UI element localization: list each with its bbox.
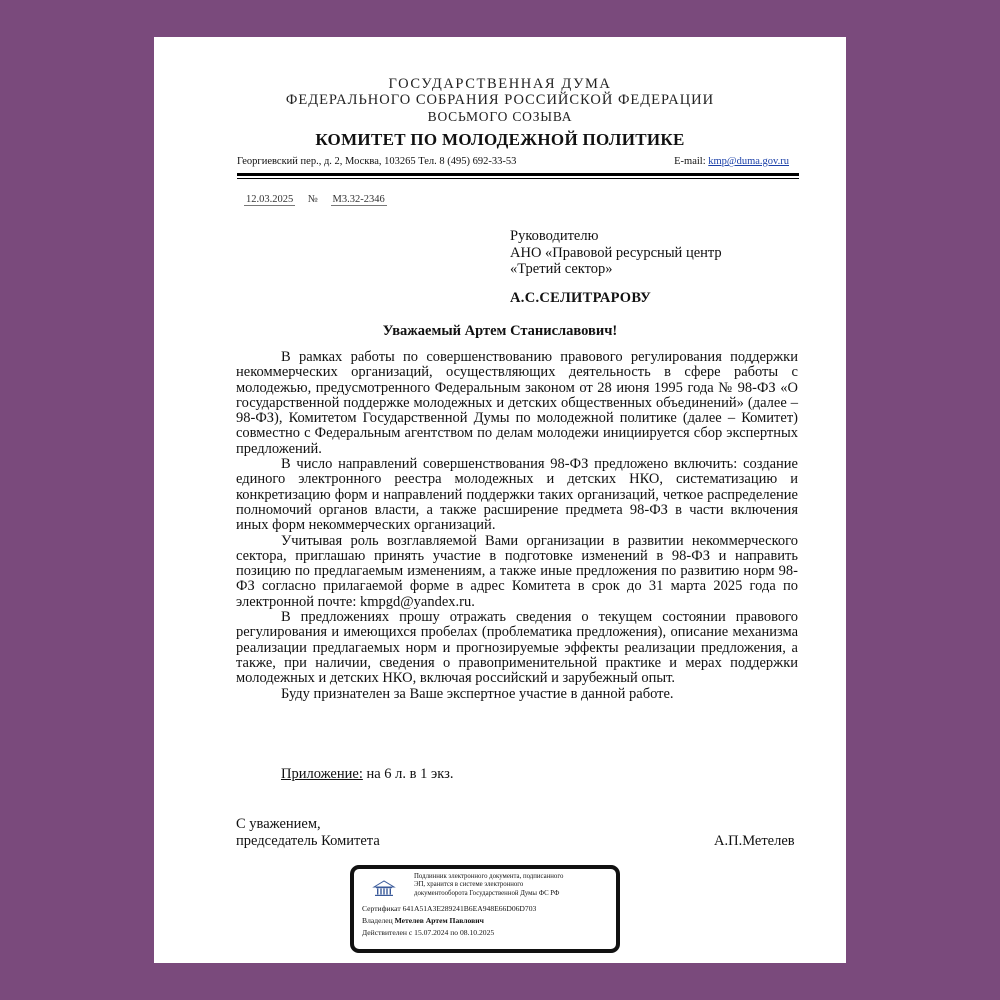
letter-body <box>236 350 798 702</box>
attachment-label: Приложение: <box>281 766 363 782</box>
email-link[interactable]: kmp@duma.gov.ru <box>708 156 789 167</box>
owner-value: Метелев Артем Павлович <box>394 916 484 926</box>
registration-line <box>244 194 387 206</box>
addressee-line-2: АНО «Правовой ресурсный центр <box>510 244 722 261</box>
recipient-name: А.С.СЕЛИТРАРОВУ <box>510 290 652 306</box>
attachment-text: на 6 л. в 1 экз. <box>362 766 454 782</box>
certificate-label: Сертификат <box>362 904 401 914</box>
letter-page <box>154 37 846 963</box>
signature-position: председатель Комитета <box>236 833 380 849</box>
letterhead-address: Георгиевский пер., д. 2, Москва, 103265 Тел. 8 (495) 692-33-53 <box>237 156 517 167</box>
stamp-note-line-1: Подлинник электронного документа, подписанного <box>414 873 564 880</box>
addressee-block <box>510 228 722 278</box>
electronic-signature-stamp <box>350 865 620 953</box>
greeting: Уважаемый Артем Станиславович! <box>382 323 618 339</box>
letterhead-email <box>674 156 789 167</box>
body-paragraph-1: В рамках работы по совершенствованию правового регулирования поддержки некоммерческих организаций, осуществляющих деятельность в сфере работы с молодежью, предусмотренного Федеральным законом от 28 июня 1995 года № 98-ФЗ «О государственной поддержке молодежных и детских общественных объединений» (далее – 98-ФЗ), Комитетом Государственной Думы по молодежной политике (далее – Комитет) совместно с Федеральным агентством по делам молодежи инициируется сбор экспертных предложений. <box>236 349 798 457</box>
valid-from: 15.07.2024 <box>414 928 449 938</box>
stamp-note-line-3: документооборота Государственной Думы ФС РФ <box>414 889 560 897</box>
stamp-owner <box>362 916 608 925</box>
body-paragraph-4: В предложениях прошу отражать сведения о текущем состоянии правового регулирования и имеющихся пробелах (проблематика предложения), описание механизма реализации предлагаемых норм и прогнозируемые эффекты реализации предложения, а также, при наличии, сведения о правоприменительной практике и мерах поддержки молодежных и детских НКО, включая российский и зарубежный опыт. <box>236 609 798 687</box>
committee-name: КОМИТЕТ ПО МОЛОДЕЖНОЙ ПОЛИТИКЕ <box>315 130 685 149</box>
body-paragraph-2: В число направлений совершенствования 98-ФЗ предложено включить: создание единого электронного реестра молодежных и детских НКО, систематизацию и конкретизацию форм и направлений поддержки таких организаций, четкое распределение полномочий органов власти, а также расширение предмета 98-ФЗ в части включения иных форм некоммерческих организаций. <box>236 456 798 534</box>
valid-label: Действителен с <box>362 928 413 938</box>
stamp-note <box>414 873 563 898</box>
owner-label: Владелец <box>362 916 393 926</box>
signature-closing: С уважением, <box>236 816 321 832</box>
signer-name: А.П.Метелев <box>714 833 795 849</box>
duma-emblem-icon <box>372 879 396 897</box>
letterhead-rule-thick <box>237 173 799 176</box>
letterhead-line-1: ГОСУДАРСТВЕННАЯ ДУМА <box>388 76 612 92</box>
registration-number-sign: № <box>307 194 318 205</box>
stamp-note-line-2: ЭП, хранится в системе электронного <box>414 881 524 889</box>
signature-block <box>236 816 380 850</box>
valid-to-label: по <box>450 928 459 938</box>
letterhead-rule-thin <box>237 178 799 179</box>
stamp-certificate <box>362 904 608 913</box>
certificate-value: 641A51A3E289241B6EA948E66D06D703 <box>402 904 537 914</box>
valid-to: 08.10.2025 <box>460 928 495 938</box>
attachment-line <box>281 766 453 783</box>
registration-number: М3.32-2346 <box>332 194 385 205</box>
letterhead-line-3: ВОСЬМОГО СОЗЫВА <box>427 109 573 124</box>
addressee-line-1: Руководителю <box>510 228 599 244</box>
letterhead-line-2: ФЕДЕРАЛЬНОГО СОБРАНИЯ РОССИЙСКОЙ ФЕДЕРАЦИИ <box>285 92 715 108</box>
body-paragraph-3: Учитывая роль возглавляемой Вами организации в развитии некоммерческого сектора, приглашаю принять участие в подготовке изменений в 98-ФЗ и направить позицию по предлагаемым изменениям, а также иные предложения по развитию норм 98-ФЗ согласно прилагаемой форме в адрес Комитета в срок до 31 марта 2025 года по электронной почте: kmpgd@yandex.ru. <box>236 532 798 610</box>
stamp-validity <box>362 928 608 937</box>
registration-date: 12.03.2025 <box>246 194 294 205</box>
body-paragraph-5: Буду признателен за Ваше экспертное участие в данной работе. <box>281 685 674 702</box>
addressee-line-3: «Третий сектор» <box>510 261 613 277</box>
email-label: E-mail: <box>674 156 706 167</box>
